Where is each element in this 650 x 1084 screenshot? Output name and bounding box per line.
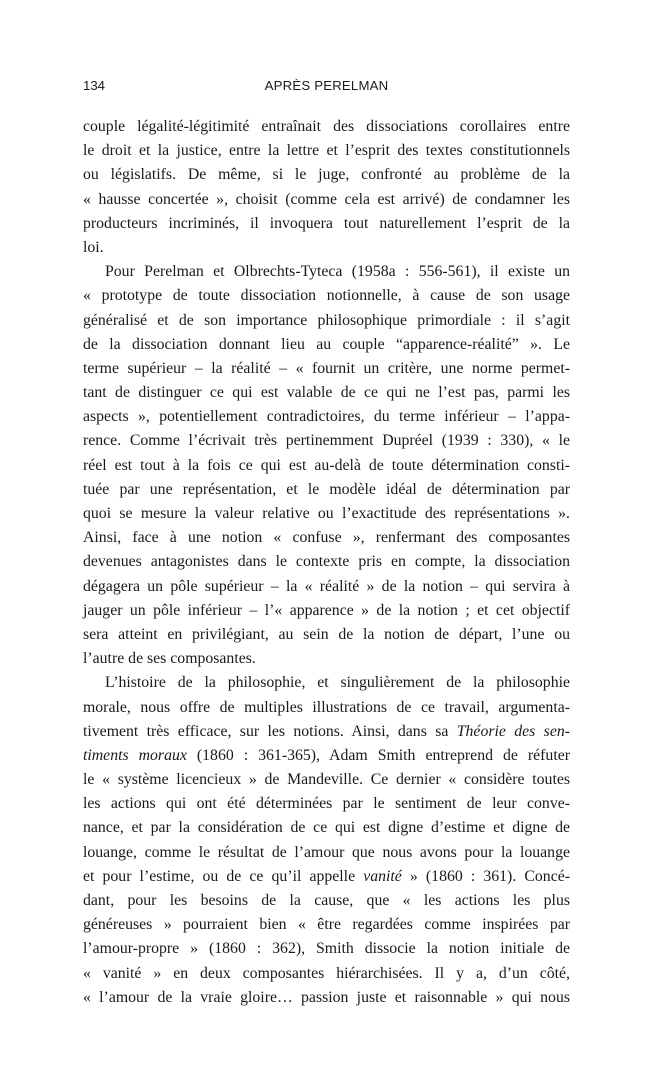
- page-header: [83, 76, 570, 96]
- text-line: [83, 188, 570, 212]
- text-segment: quoi se mesure la valeur relative ou l’exactitude des représentations ».: [83, 505, 570, 522]
- text-segment: L’histoire de la philosophie, et singulièrement de la philosophie: [105, 674, 570, 692]
- text-line: [83, 841, 570, 865]
- text-segment: le « système licencieux » de Mandeville. Ce dernier « considère toutes: [83, 771, 570, 789]
- text-segment: « prototype de toute dissociation notionnelle, à cause de son usage: [83, 287, 570, 305]
- text-segment: ou législatifs. De même, si le juge, confronté au problème de la: [83, 166, 570, 184]
- text-segment: « l’amour de la vraie gloire… passion juste et raisonnable » qui nous: [83, 988, 570, 1006]
- text-segment: (1860 : 361-365), Adam Smith entreprend de réfuter: [186, 746, 570, 764]
- text-segment: les actions qui ont été déterminées par le sentiment de leur conve-: [83, 795, 570, 813]
- text-line: [83, 889, 570, 913]
- text-segment: Pour Perelman et Olbrechts-Tyteca (1958a : 556-561), il existe un: [105, 263, 570, 281]
- text-segment: l’autre de ses composantes.: [83, 650, 256, 668]
- text-line: [83, 962, 570, 986]
- text-segment: couple légalité-légitimité entraînait des dissociations corollaires entre: [83, 118, 570, 135]
- text-line: [83, 333, 570, 357]
- text-line: [83, 865, 570, 889]
- text-line: [83, 405, 570, 429]
- text-line: [83, 550, 570, 574]
- text-segment: » (1860 : 361). Concé-: [401, 867, 570, 885]
- text-segment: dégagera un pôle supérieur – la « réalité » de la notion – qui servira à: [83, 577, 570, 595]
- text-line: [83, 502, 570, 526]
- text-line: [83, 937, 570, 961]
- text-line: [83, 163, 570, 187]
- text-segment: tant de distinguer ce qui est valable de ce qui ne l’est pas, parmi les: [83, 384, 570, 402]
- text-segment: Ainsi, face à une notion « confuse », renfermant des composantes: [83, 529, 570, 547]
- text-line: [83, 599, 570, 623]
- text-segment: « vanité » en deux composantes hiérarchisées. Il y a, d’un côté,: [83, 964, 570, 982]
- text-line: [83, 429, 570, 453]
- italic-text: timents moraux: [83, 746, 187, 764]
- text-line: [83, 768, 570, 792]
- text-line: [83, 526, 570, 550]
- text-line: [83, 986, 570, 1010]
- text-segment: nance, et par la considération de ce qui est digne d’estime et digne de: [83, 819, 570, 837]
- text-segment: louange, comme le résultat de l’amour que nous avons pour la louange: [83, 843, 570, 861]
- text-segment: morale, nous offre de multiples illustrations de ce travail, argumenta-: [83, 698, 570, 716]
- text-line: [83, 357, 570, 381]
- text-segment: de la dissociation donnant lieu au couple “apparence-réalité” ». Le: [83, 335, 570, 353]
- text-segment: tivement très efficace, sur les notions. Ainsi, dans sa: [83, 722, 457, 740]
- text-line: [83, 139, 570, 163]
- text-segment: producteurs incriminés, il invoquera tout naturellement l’esprit de la: [83, 214, 570, 232]
- text-line: [83, 913, 570, 937]
- text-line: [83, 623, 570, 647]
- text-segment: le droit et la justice, entre la lettre et l’esprit des textes constitutionnels: [83, 142, 570, 160]
- text-segment: terme supérieur – la réalité – « fournit un critère, une norme permet-: [83, 359, 570, 377]
- text-line: [83, 381, 570, 405]
- text-segment: jauger un pôle inférieur – l’« apparence » de la notion ; et cet objectif: [83, 601, 570, 619]
- text-segment: tuée par une représentation, et le modèle idéal de détermination par: [83, 480, 570, 498]
- italic-text: vanité: [363, 867, 402, 885]
- text-line: [83, 260, 570, 284]
- text-segment: devenues antagonistes dans le contexte pris en compte, la dissociation: [83, 553, 570, 571]
- text-line: [83, 744, 570, 768]
- text-line: [83, 816, 570, 840]
- text-segment: sera atteint en privilégiant, au sein de la notion de départ, l’une ou: [83, 625, 570, 643]
- text-segment: loi.: [83, 238, 104, 256]
- text-segment: rence. Comme l’écrivait très pertinemment Dupréel (1939 : 330), « le: [83, 432, 570, 450]
- text-segment: « hausse concertée », choisit (comme cela est arrivé) de condamner les: [83, 190, 570, 208]
- running-title: APRÈS PERELMAN: [264, 78, 389, 93]
- text-segment: et pour l’estime, ou de ce qu’il appelle: [83, 867, 364, 885]
- text-line: [83, 115, 570, 139]
- text-line: [83, 284, 570, 308]
- body-text: [83, 115, 570, 1010]
- text-line: [83, 478, 570, 502]
- text-line: [83, 212, 570, 236]
- text-line: [83, 720, 570, 744]
- text-line: [83, 647, 570, 671]
- text-segment: généralisé et de son importance philosophique primordiale : il s’agit: [83, 311, 570, 329]
- text-segment: l’amour-propre » (1860 : 362), Smith dissocie la notion initiale de: [83, 940, 570, 958]
- text-line: [83, 236, 570, 260]
- text-line: [83, 309, 570, 333]
- text-line: [83, 454, 570, 478]
- italic-text: Théorie des sen-: [456, 722, 570, 740]
- text-segment: aspects », potentiellement contradictoires, du terme inférieur – l’appa-: [83, 408, 570, 426]
- text-line: [83, 792, 570, 816]
- page-number: 134: [83, 78, 106, 93]
- text-line: [83, 696, 570, 720]
- text-segment: réel est tout à la fois ce qui est au-delà de toute détermination consti-: [83, 456, 570, 474]
- text-segment: dant, pour les besoins de la cause, que « les actions les plus: [83, 892, 570, 909]
- text-segment: généreuses » pourraient bien « être regardées comme inspirées par: [83, 916, 570, 934]
- text-line: [83, 671, 570, 695]
- text-line: [83, 575, 570, 599]
